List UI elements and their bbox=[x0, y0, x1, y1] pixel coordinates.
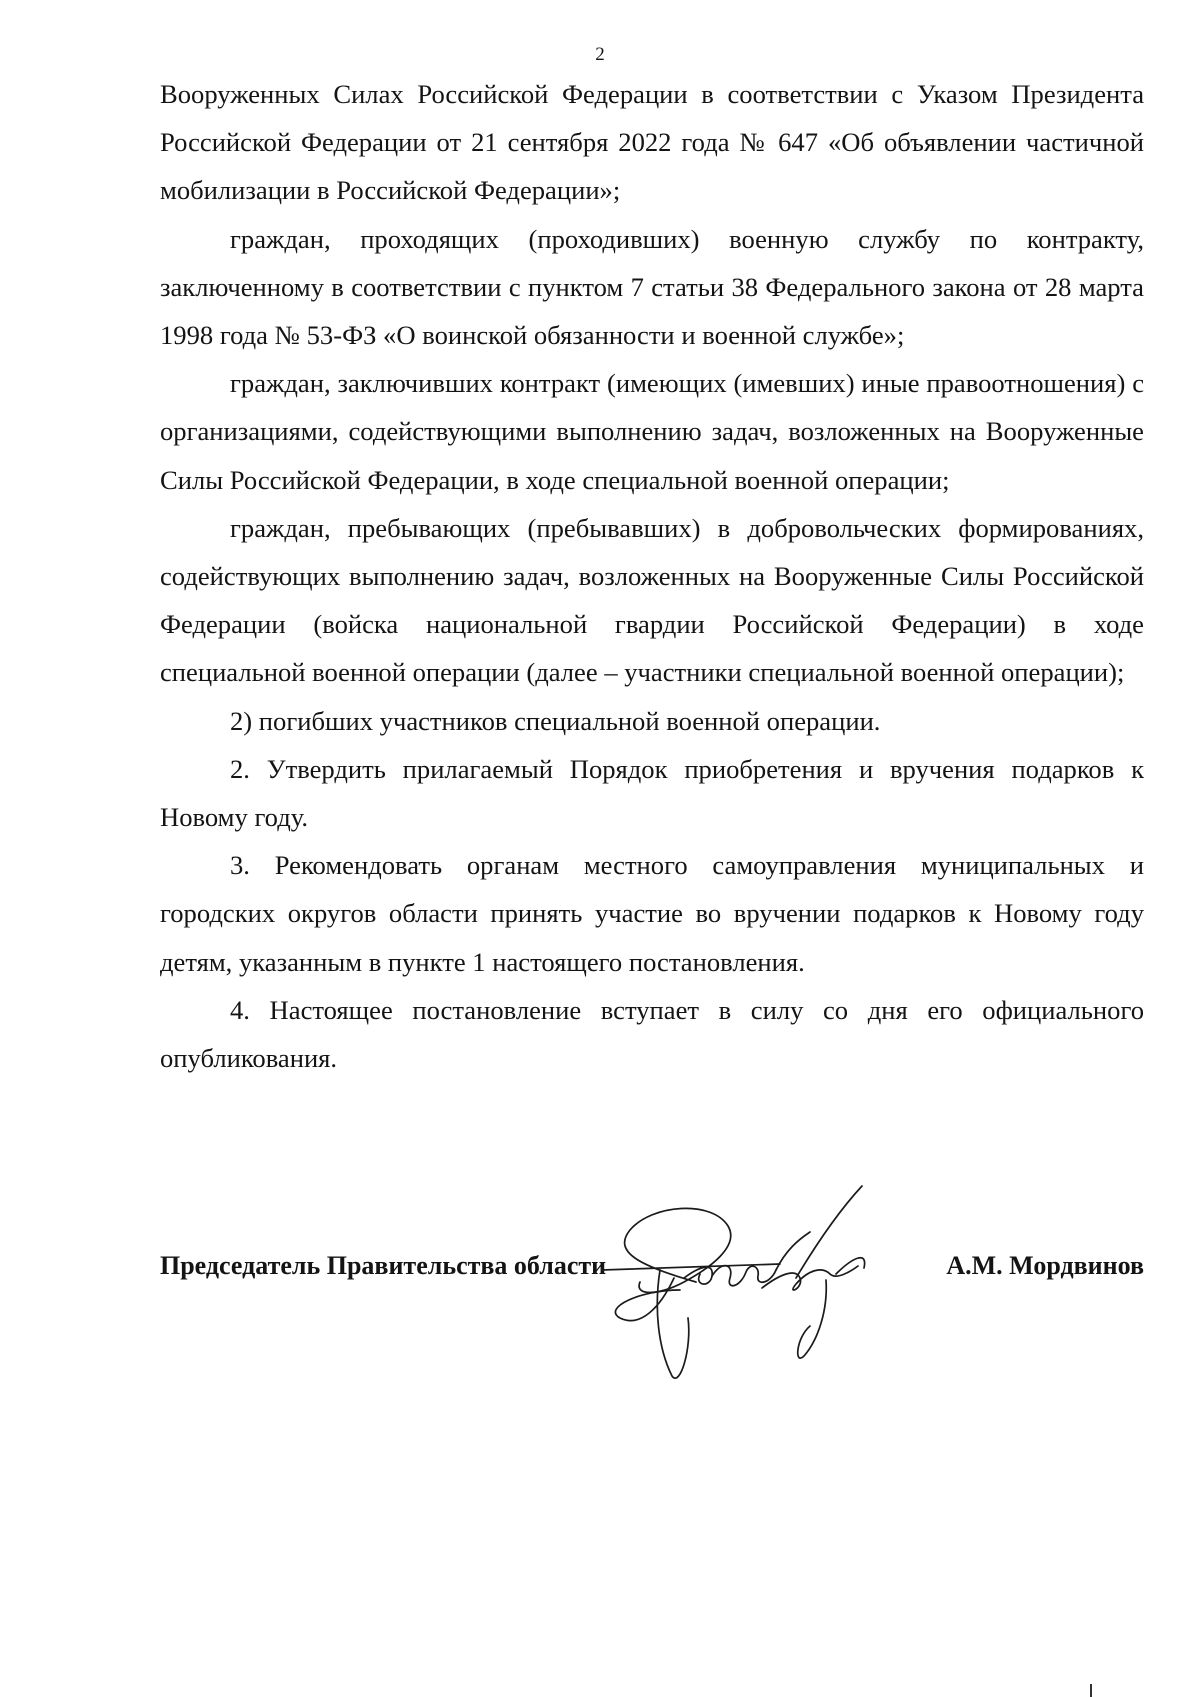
document-body bbox=[160, 70, 1144, 1082]
paragraph-volunteer-formations: граждан, пребывающих (пребывавших) в добровольческих формированиях, содействующих выполнению задач, возложенных на Вооруженные Силы Российской Федерации (войска национальной гвардии Российской Федерации) в ходе специальной военной операции (далее – участники специальной военной операции); bbox=[160, 512, 1144, 688]
margin-mark bbox=[1090, 1684, 1092, 1697]
signer-name: А.М. Мордвинов bbox=[946, 1251, 1144, 1280]
paragraph-item-3: 3. Рекомендовать органам местного самоуправления муниципальных и городских округов области принять участие во вручении подарков к Новому году детям, указанным в пункте 1 настоящего постановления. bbox=[160, 850, 1144, 977]
paragraph-contract-organizations: граждан, заключивших контракт (имеющих (имевших) иные правоотношения) с организациями, содействующими выполнению задач, возложенных на Вооруженные Силы Российской Федерации, в ходе специальной военной операции; bbox=[160, 368, 1144, 495]
paragraph-deceased-participants: 2) погибших участников специальной военной операции. bbox=[230, 705, 881, 736]
paragraph-item-4: 4. Настоящее постановление вступает в силу со дня его официального опубликования. bbox=[160, 994, 1144, 1074]
paragraph-item-2: 2. Утвердить прилагаемый Порядок приобретения и вручения подарков к Новому году. bbox=[160, 753, 1144, 833]
signer-position: Председатель Правительства области bbox=[160, 1251, 607, 1280]
paragraph-continuation: Вооруженных Силах Российской Федерации в соответствии с Указом Президента Российской Федерации от 21 сентября 2022 года № 647 «Об объявлении частичной мобилизации в Российской Федерации»; bbox=[160, 79, 1144, 206]
page-number: 2 bbox=[595, 44, 605, 65]
paragraph-contract-servicemen: граждан, проходящих (проходивших) военную службу по контракту, заключенному в соответствии с пунктом 7 статьи 38 Федерального закона от 28 марта 1998 года № 53-ФЗ «О воинской обязанности и военной службе»; bbox=[160, 223, 1144, 351]
handwritten-signature bbox=[600, 1178, 950, 1388]
